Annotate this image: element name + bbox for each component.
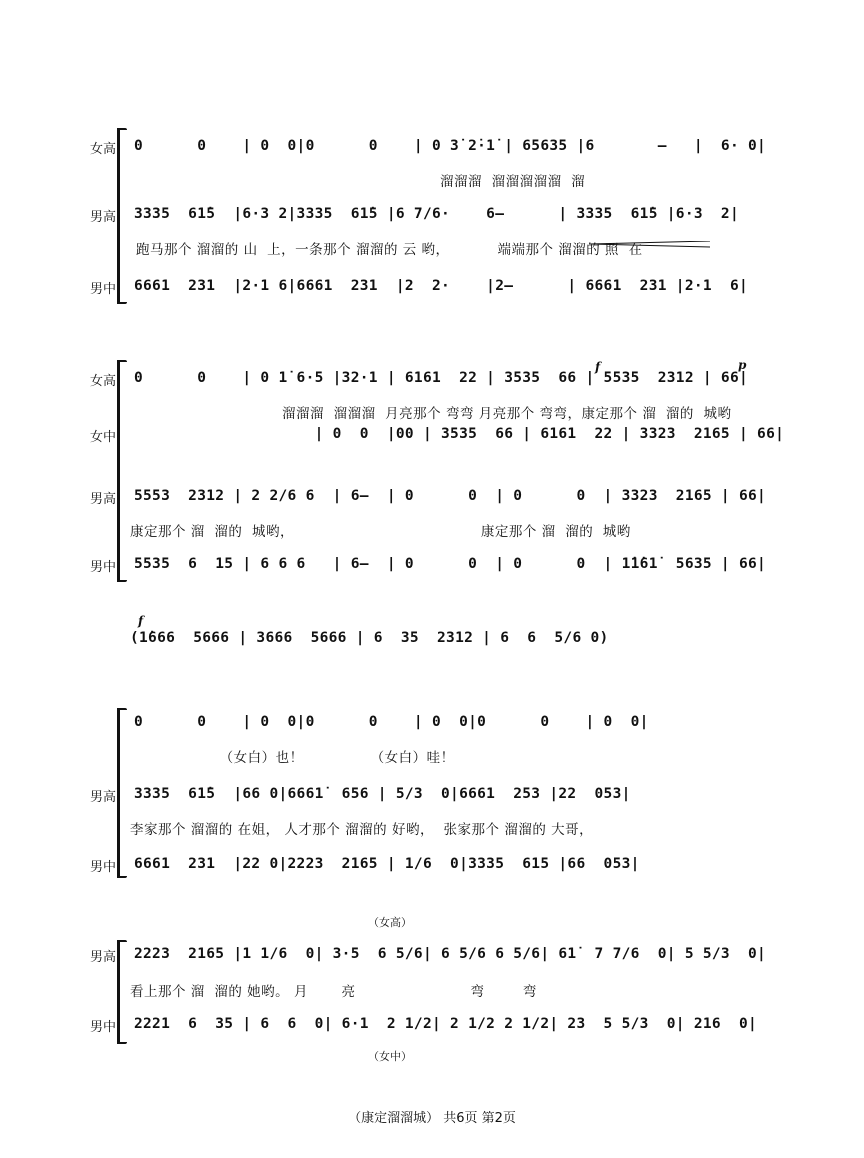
- jianpu-notes: | 0 0 |00 | 3535 66 | 6161 22 | 3323 2165 | 66|: [134, 426, 785, 442]
- jianpu-notes: 5553 2312 | 2 2/6 6 | 6– | 0 0 | 0 0 | 3323 2165 | 66|: [134, 488, 767, 504]
- staff-part: [0, 1016, 864, 1050]
- part-label: 男中: [89, 560, 116, 575]
- staff-part: [0, 714, 864, 766]
- system-4: [0, 708, 864, 883]
- staff-part: [0, 786, 864, 838]
- piano-mark: p: [738, 358, 747, 372]
- jianpu-notes: 0 0 | 0 0|0 0 | 0 0|0 0 | 0 0|: [134, 714, 649, 730]
- page-footer: （康定溜溜城） 共6页 第2页: [348, 1111, 516, 1126]
- part-label: 男高: [89, 950, 116, 965]
- jianpu-notes: (1̇666 5666 | 3666 5666 | 6 35 2312 | 6 6 5/6 0): [130, 630, 609, 646]
- lyrics-line: 溜溜溜 溜溜溜溜溜 溜: [440, 174, 586, 190]
- system-3: [0, 614, 864, 670]
- jianpu-notes: 2221 6 35 | 6 6 0| 6·1 2 1/2| 2 1/2 2 1/2| 23 5 5/3 0| 216 0|: [134, 1016, 758, 1032]
- jianpu-notes: 3335 61̇5 |66 0|6661̇ 656 | 5/3 0|6661 253 |22 053|: [134, 786, 631, 802]
- forte-mark: f: [595, 360, 601, 374]
- jianpu-notes: 5535 6 15 | 6 6 6 | 6– | 0 0 | 0 0 | 1̇1̇61̇ 5635 | 66|: [134, 556, 767, 572]
- staff-part: [0, 206, 864, 258]
- lyrics-line: 跑马那个 溜溜的 山 上，一条那个 溜溜的 云 哟， 端端那个 溜溜的 照 在: [136, 242, 643, 258]
- staff-part: [0, 488, 864, 540]
- jianpu-notes: 0 0 | 0 1̇ 6·5 |32·1 | 6161 22 | 3535 66 | 5535 2312 | 66|: [134, 370, 749, 386]
- staff-part: [0, 946, 864, 1000]
- lyrics-line: 李家那个 溜溜的 在姐， 人才那个 溜溜的 好哟， 张家那个 溜溜的 大哥，: [130, 822, 594, 838]
- voice-annotation: （女中）: [368, 1050, 412, 1063]
- part-label: 男中: [89, 1020, 116, 1035]
- staff-part: [0, 138, 864, 190]
- system-2: [0, 360, 864, 590]
- jianpu-notes: 3335 61̇5 |6·3 2|3335 61̇5 |6 7/6· 6– | 3335 61̇5 |6·3 2|: [134, 206, 739, 222]
- part-label: 女高: [89, 142, 116, 157]
- part-label: 女高: [89, 374, 116, 389]
- part-label: 男高: [89, 210, 116, 225]
- part-label: 女中: [89, 430, 116, 445]
- voice-annotation: （女高）: [368, 916, 412, 929]
- lyrics-line: （女白）也！ （女白）哇！: [210, 750, 455, 766]
- staff-part: [0, 426, 864, 460]
- system-5: [0, 916, 864, 1070]
- lyrics-line: 看上那个 溜 溜的 她哟。 月 亮 弯 弯: [130, 984, 537, 1000]
- jianpu-notes: 2223 2165 |1 1/6 0| 3·5 6 5/6| 6 5/6 6 5/6| 61̇ 7 7/6 0| 5 5/3 0|: [134, 946, 767, 962]
- forte-mark: f: [138, 614, 144, 628]
- jianpu-notes: 6661 231 |2·1 6|6661 231 |2 2· |2– | 6661 231 |2·1 6|: [134, 278, 749, 294]
- system-1: [0, 128, 864, 308]
- staff-part: [0, 358, 864, 422]
- part-label: 男高: [89, 790, 116, 805]
- staff-part: [0, 278, 864, 312]
- staff-part: [0, 856, 864, 890]
- lyrics-line: 康定那个 溜 溜的 城哟， 康定那个 溜 溜的 城哟: [130, 524, 631, 540]
- jianpu-notes: 6661 231 |22 0|2223 2165 | 1/6 0|3335 615 |66 053|: [134, 856, 640, 872]
- staff-part: [0, 556, 864, 590]
- part-label: 男中: [89, 282, 116, 297]
- staff-part: [0, 614, 864, 664]
- part-label: 男中: [89, 860, 116, 875]
- lyrics-line: 溜溜溜 溜溜溜 月亮那个 弯弯 月亮那个 弯弯，康定那个 溜 溜的 城哟: [282, 406, 732, 422]
- jianpu-notes: 0 0 | 0 0|0 0 | 0 3̇ 2̇·1̇ | 65635 |6 – | 6· 0|: [134, 138, 767, 154]
- part-label: 男高: [89, 492, 116, 507]
